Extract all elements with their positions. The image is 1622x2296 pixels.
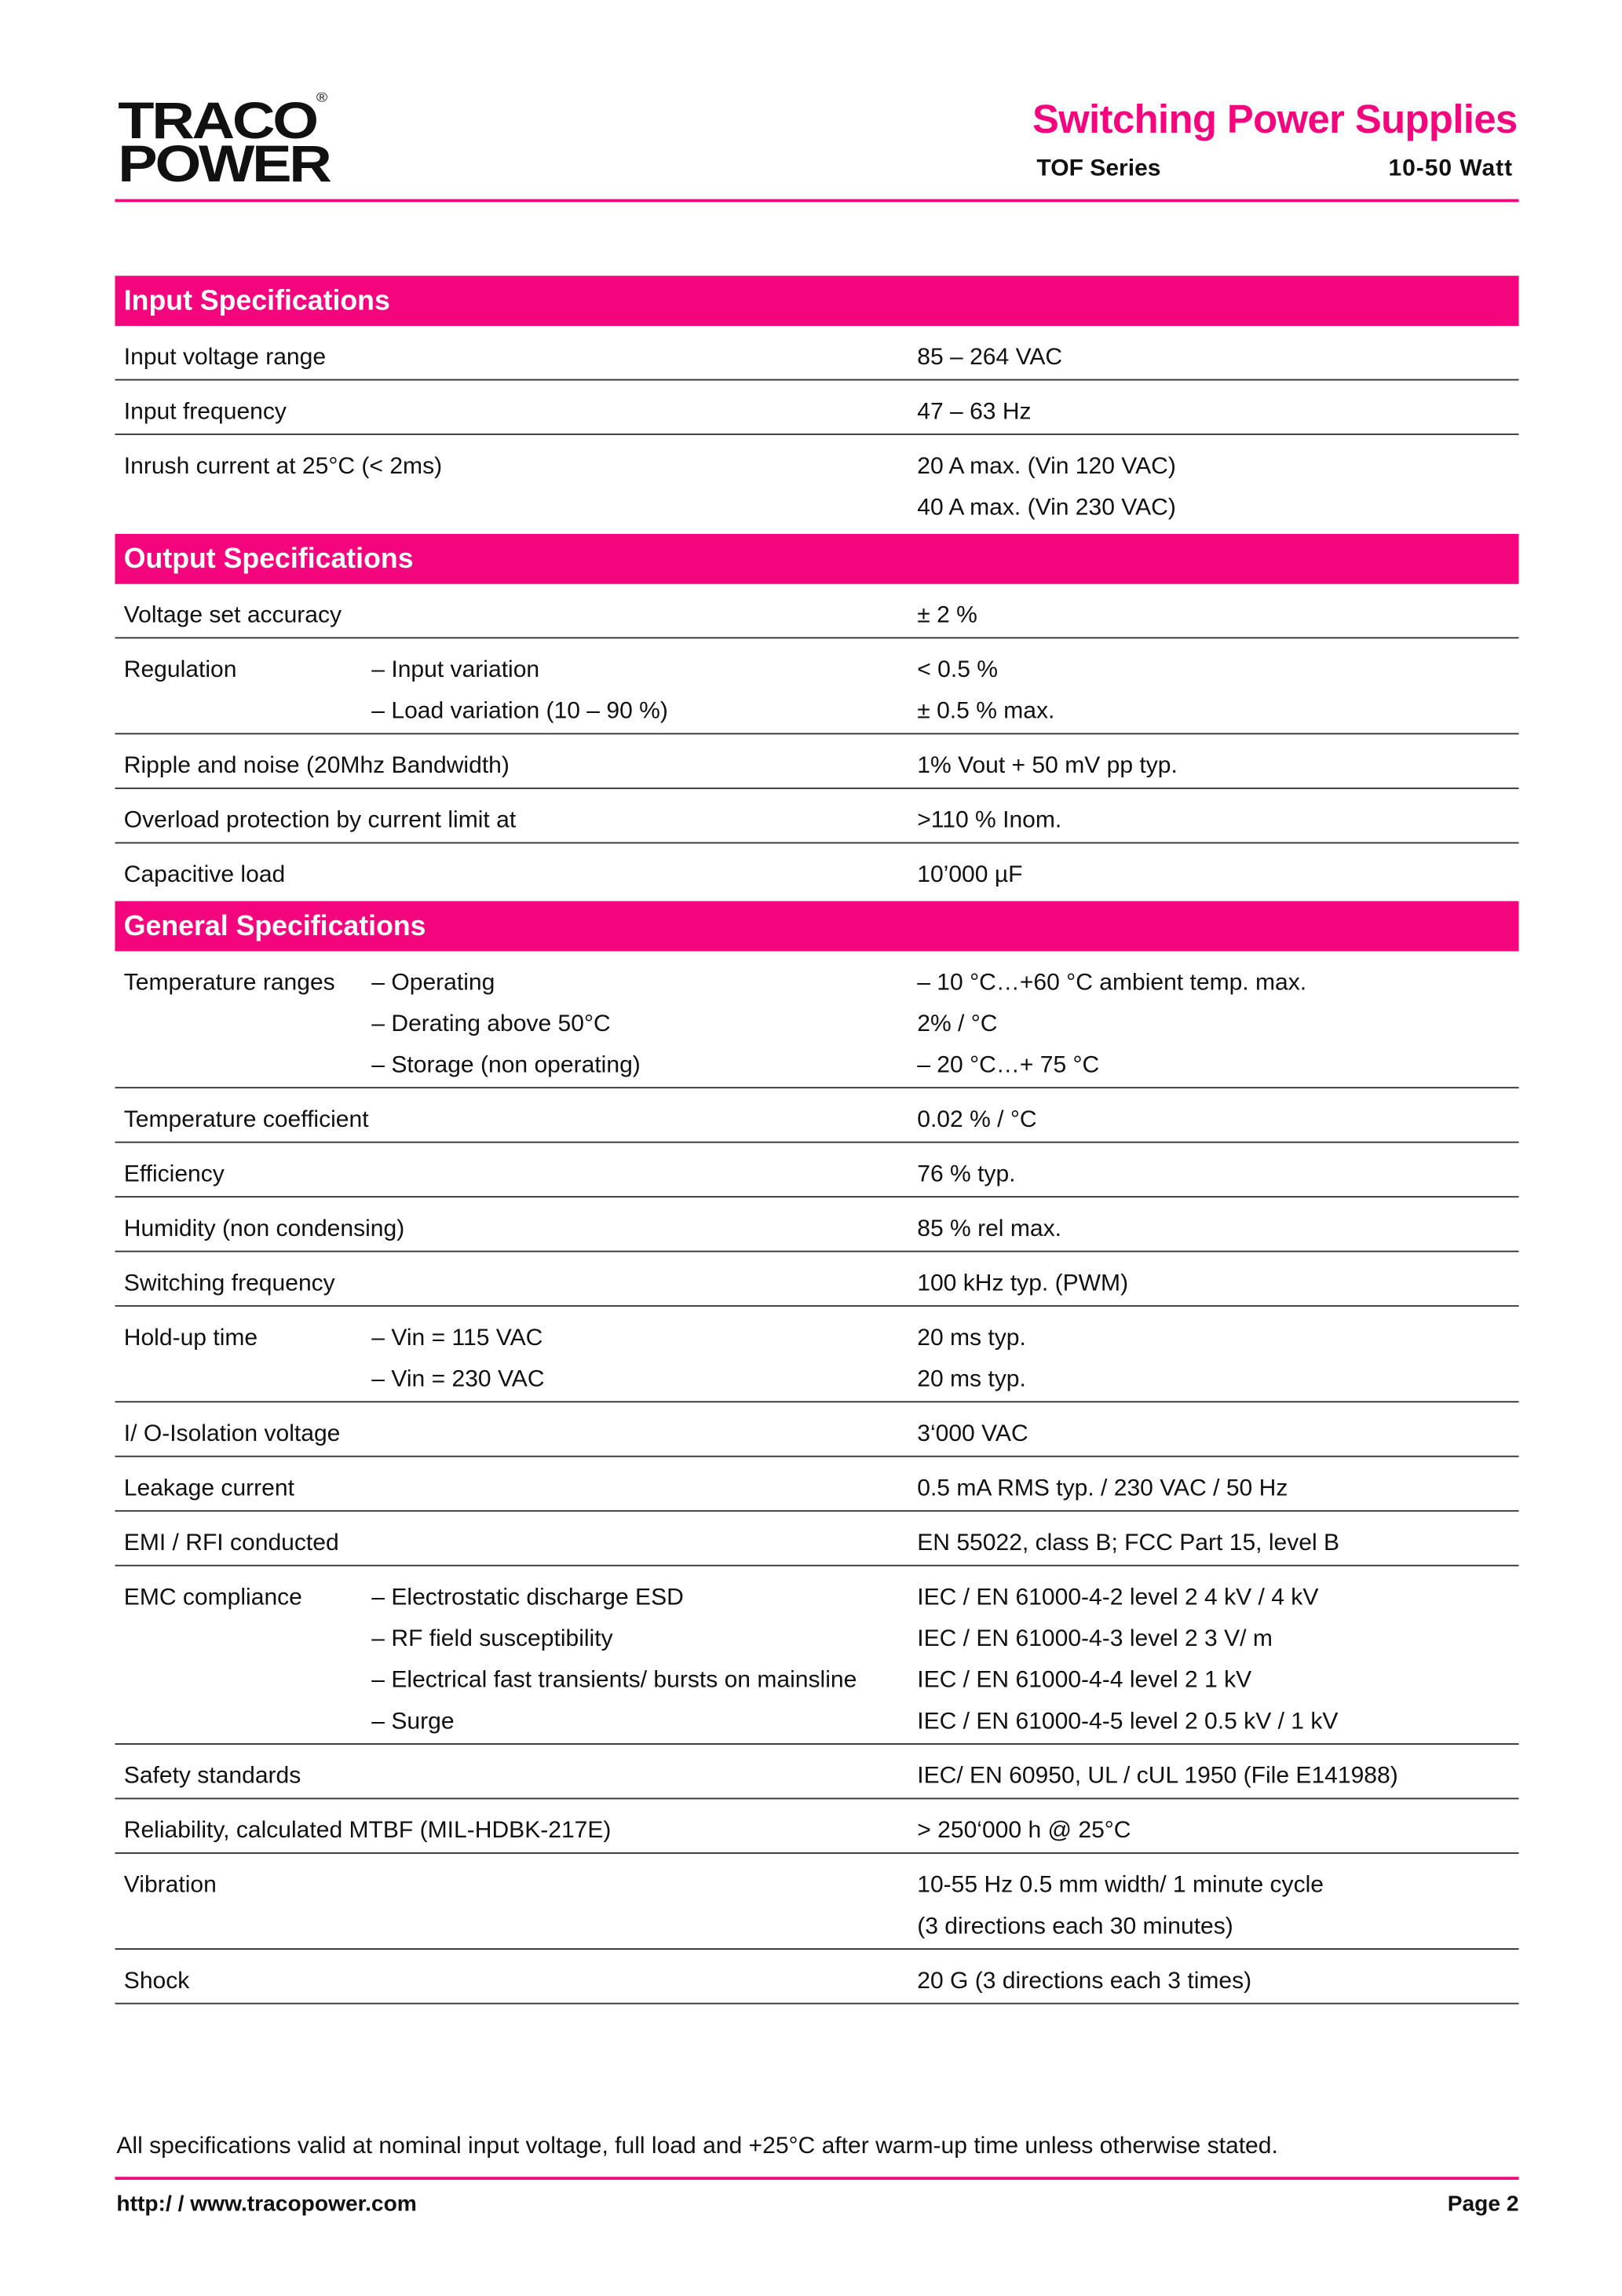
logo-line-2: POWER (118, 135, 330, 193)
spec-sub-item: – Input variation (371, 657, 540, 683)
spec-label: Switching frequency (123, 1271, 335, 1296)
spec-value: IEC / EN 61000-4-2 level 2 4 kV / 4 kV (917, 1585, 1319, 1610)
spec-sub-item: – Vin = 115 VAC (371, 1325, 543, 1351)
spec-values (917, 855, 1022, 897)
spacer (371, 1907, 917, 1949)
spec-value: (3 directions each 30 minutes) (917, 1914, 1233, 1940)
spec-values (917, 746, 1178, 788)
spacer (371, 596, 917, 638)
spacer (371, 338, 917, 379)
section-header: General Specifications (115, 901, 1518, 952)
spacer (371, 855, 917, 897)
spec-values (917, 1209, 1061, 1251)
table-row (115, 1457, 1518, 1512)
spacer (371, 488, 917, 530)
section-header: Input Specifications (115, 276, 1518, 326)
spec-label: Input voltage range (123, 345, 327, 371)
table-row (115, 1854, 1518, 1950)
spec-sub-items (371, 1100, 917, 1142)
spec-value: 20 G (3 directions each 3 times) (917, 1969, 1252, 1994)
spec-values (917, 596, 977, 638)
spec-sub-items (371, 393, 917, 434)
spec-value: 3‘000 VAC (917, 1421, 1028, 1447)
table-row (115, 1950, 1518, 2004)
spec-sub-item: – Surge (371, 1709, 455, 1735)
spec-value: 85 – 264 VAC (917, 345, 1063, 371)
spec-value: IEC / EN 61000-4-4 level 2 1 kV (917, 1668, 1252, 1694)
spec-label: Shock (123, 1969, 190, 1994)
spec-sub-items (371, 1155, 917, 1197)
spec-sub-items (371, 338, 917, 379)
table-row (115, 1567, 1518, 1745)
spacer (371, 1866, 917, 1907)
spec-values (917, 801, 1061, 843)
spec-sub-items (371, 1318, 917, 1401)
table-row (115, 1197, 1518, 1252)
spec-value: 20 ms typ. (917, 1367, 1026, 1393)
spec-sub-item: – Operating (371, 970, 495, 996)
spec-value: 20 ms typ. (917, 1325, 1026, 1351)
spec-value: 40 A max. (Vin 230 VAC) (917, 495, 1176, 521)
page-title: Switching Power Supplies (1032, 97, 1518, 142)
registered-mark: ® (316, 90, 328, 105)
spec-sub-item: – Derating above 50°C (371, 1011, 611, 1037)
spec-sub-item: – Load variation (10 – 90 %) (371, 699, 668, 725)
series-label: TOF Series (1036, 156, 1161, 182)
table-row (115, 1402, 1518, 1457)
spec-values (917, 338, 1062, 379)
table-row (115, 1512, 1518, 1566)
table-row (115, 789, 1518, 843)
spec-sub-items (371, 855, 917, 897)
spec-value: 20 A max. (Vin 120 VAC) (917, 454, 1176, 480)
table-row (115, 381, 1518, 435)
spec-sub-items (371, 1523, 917, 1565)
spec-sub-item: – Electrical fast transients/ bursts on mainsline (371, 1668, 857, 1694)
spec-value: 1% Vout + 50 mV pp typ. (917, 753, 1178, 779)
spec-sub-item: – Storage (non operating) (371, 1053, 641, 1078)
spec-value: >110 % Inom. (917, 808, 1062, 834)
spec-label: Reliability, calculated MTBF (MIL-HDBK-217E) (123, 1818, 612, 1844)
spacer (371, 1757, 917, 1798)
spec-label: Temperature coefficient (123, 1107, 369, 1133)
spec-values (917, 650, 1054, 733)
spec-value: 10-55 Hz 0.5 mm width/ 1 minute cycle (917, 1873, 1324, 1899)
spec-label: Capacitive load (123, 862, 286, 888)
spec-label: Temperature ranges (123, 970, 335, 996)
spec-sub-items (371, 1757, 917, 1798)
spec-label: Inrush current at 25°C (< 2ms) (123, 454, 443, 480)
website-link[interactable]: http:/ / www.tracopower.com (116, 2192, 417, 2217)
spec-value: ± 2 % (917, 603, 977, 629)
spec-sub-item: – RF field susceptibility (371, 1626, 613, 1652)
spacer (371, 1100, 917, 1142)
spacer (371, 1414, 917, 1456)
spec-values (917, 1469, 1288, 1511)
power-range: 10-50 Watt (1388, 156, 1514, 182)
table-row (115, 1745, 1518, 1799)
spec-value: – 10 °C…+60 °C ambient temp. max. (917, 970, 1307, 996)
spec-label: Voltage set accuracy (123, 603, 342, 629)
spec-values (917, 1414, 1028, 1456)
footer-divider (115, 2177, 1518, 2179)
spec-section (115, 534, 1518, 901)
spacer (371, 1961, 917, 2003)
spacer (371, 393, 917, 434)
spec-value: 85 % rel max. (917, 1216, 1061, 1242)
spec-sub-items (371, 650, 917, 733)
spec-value: ± 0.5 % max. (917, 699, 1055, 725)
traco-power-logo (118, 90, 330, 193)
spec-sub-item: – Vin = 230 VAC (371, 1367, 545, 1393)
logo-line-1: TRACO (118, 92, 316, 150)
spec-sub-items (371, 1209, 917, 1251)
spec-value: 76 % typ. (917, 1162, 1016, 1187)
spec-sub-item: – Electrostatic discharge ESD (371, 1585, 684, 1610)
spec-sub-items (371, 1264, 917, 1306)
header-divider (115, 199, 1518, 202)
spec-label: EMI / RFI conducted (123, 1530, 339, 1556)
footnote: All specifications valid at nominal input voltage, full load and +25°C after warm-up time unless otherwise stated. (116, 2133, 1278, 2159)
spec-values (917, 1811, 1131, 1852)
spec-values (917, 1523, 1339, 1565)
spec-label: Regulation (123, 657, 237, 683)
spec-values (917, 963, 1306, 1087)
spec-sub-items (371, 596, 917, 638)
spec-value: IEC / EN 61000-4-5 level 2 0.5 kV / 1 kV (917, 1709, 1339, 1735)
spec-values (917, 1318, 1026, 1401)
spec-values (917, 1100, 1036, 1142)
table-row (115, 584, 1518, 638)
spec-value: IEC/ EN 60950, UL / cUL 1950 (File E141988) (917, 1764, 1398, 1790)
spec-value: 0.5 mA RMS typ. / 230 VAC / 50 Hz (917, 1476, 1288, 1502)
spec-label: Safety standards (123, 1764, 301, 1790)
spec-table (115, 276, 1518, 2004)
table-row (115, 734, 1518, 788)
spec-label: Hold-up time (123, 1325, 258, 1351)
spec-label: Humidity (non condensing) (123, 1216, 405, 1242)
spec-sub-items (371, 1961, 917, 2003)
table-row (115, 1088, 1518, 1143)
spec-sub-items (371, 963, 917, 1087)
table-row (115, 1252, 1518, 1307)
spec-sub-items (371, 1866, 917, 1948)
spec-label: Leakage current (123, 1476, 294, 1502)
spacer (371, 1523, 917, 1565)
spec-label: Input frequency (123, 399, 287, 425)
spec-sub-items (371, 1414, 917, 1456)
spacer (371, 1264, 917, 1306)
spec-values (917, 1155, 1015, 1197)
spec-values (917, 447, 1176, 529)
spec-label: Vibration (123, 1873, 217, 1899)
spacer (371, 1209, 917, 1251)
table-row (115, 1307, 1518, 1402)
spec-values (917, 1264, 1128, 1306)
spec-values (917, 1866, 1324, 1948)
spec-label: I/ O-Isolation voltage (123, 1421, 341, 1447)
table-row (115, 843, 1518, 901)
spec-section (115, 276, 1518, 534)
spec-value: IEC / EN 61000-4-3 level 2 3 V/ m (917, 1626, 1273, 1652)
table-row (115, 1143, 1518, 1197)
table-row (115, 638, 1518, 734)
spec-section (115, 901, 1518, 2005)
spec-values (917, 1757, 1397, 1798)
spacer (371, 1155, 917, 1197)
spec-label: Ripple and noise (20Mhz Bandwidth) (123, 753, 510, 779)
spec-sub-items (371, 1578, 917, 1743)
spec-label: EMC compliance (123, 1585, 302, 1610)
spec-value: 100 kHz typ. (PWM) (917, 1271, 1129, 1296)
table-row (115, 951, 1518, 1088)
table-row (115, 1799, 1518, 1853)
spec-sub-items (371, 447, 917, 529)
spec-value: 47 – 63 Hz (917, 399, 1032, 425)
spacer (371, 1469, 917, 1511)
page-number: Page 2 (1447, 2192, 1519, 2217)
spacer (371, 447, 917, 488)
spec-sub-items (371, 1469, 917, 1511)
spec-value: – 20 °C…+ 75 °C (917, 1053, 1100, 1078)
spec-value: 2% / °C (917, 1011, 998, 1037)
spec-value: < 0.5 % (917, 657, 998, 683)
spec-value: EN 55022, class B; FCC Part 15, level B (917, 1530, 1340, 1556)
table-row (115, 326, 1518, 380)
spec-label: Overload protection by current limit at (123, 808, 517, 834)
spec-value: 10’000 µF (917, 862, 1023, 888)
spec-value: 0.02 % / °C (917, 1107, 1037, 1133)
spec-value: > 250‘000 h @ 25°C (917, 1818, 1131, 1844)
spec-values (917, 393, 1031, 434)
table-row (115, 435, 1518, 534)
spec-values (917, 1961, 1251, 2003)
spec-values (917, 1578, 1338, 1743)
section-header: Output Specifications (115, 534, 1518, 584)
spec-label: Efficiency (123, 1162, 225, 1187)
